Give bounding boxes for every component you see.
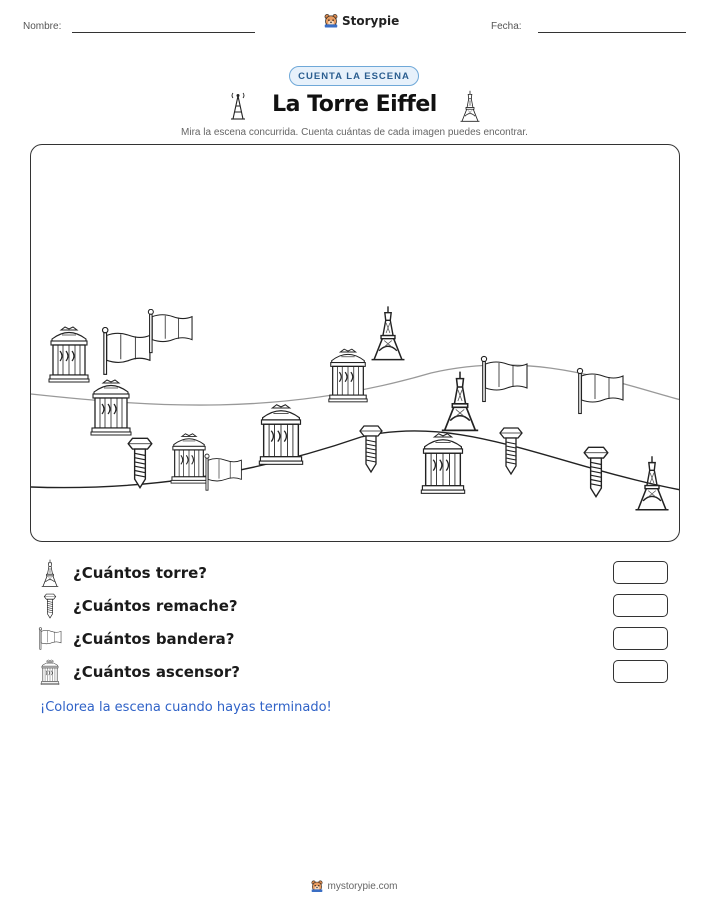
- activity-badge: CUENTA LA ESCENA: [289, 66, 419, 86]
- eiffel-tower-icon: [40, 559, 60, 587]
- page-title: La Torre Eiffel: [272, 92, 437, 117]
- rivet-icon: [42, 593, 58, 619]
- scene-flag: [577, 368, 623, 413]
- scene-rivet: [360, 426, 382, 472]
- question-row-elevator: [38, 659, 678, 685]
- scene-tower: [372, 306, 405, 359]
- scene-flag: [102, 327, 149, 374]
- footer-url[interactable]: mystorypie.com: [327, 880, 398, 892]
- scene-flag: [148, 309, 192, 352]
- scene-elevator: [259, 405, 302, 465]
- elevator-icon: [39, 659, 61, 685]
- scene-flag: [205, 454, 241, 490]
- answer-box-rivet[interactable]: [613, 594, 668, 617]
- question-text: ¿Cuántos remache?: [73, 597, 238, 615]
- scene-illustration: [31, 145, 680, 542]
- scene-elevator: [171, 434, 207, 483]
- answer-box-tower[interactable]: [613, 561, 668, 584]
- scene-flag: [481, 356, 527, 401]
- counting-scene[interactable]: [30, 144, 680, 542]
- name-line[interactable]: [72, 32, 255, 33]
- front-hill: [31, 431, 680, 490]
- page-footer: [0, 880, 709, 892]
- page-subtitle: Mira la escena concurrida. Cuenta cuántas de cada imagen puedes encontrar.: [181, 127, 528, 138]
- question-text: ¿Cuántos torre?: [73, 564, 207, 582]
- brand-logo: [324, 13, 399, 28]
- bear-logo-icon: [311, 880, 323, 892]
- scene-rivet: [500, 428, 522, 474]
- question-text: ¿Cuántos bandera?: [73, 630, 235, 648]
- scene-elevator: [421, 434, 464, 494]
- answer-box-elevator[interactable]: [613, 660, 668, 683]
- question-row-tower: [38, 560, 678, 586]
- scene-elevator: [91, 380, 131, 435]
- question-row-flag: [38, 626, 678, 652]
- date-label: Fecha:: [491, 21, 522, 32]
- flag-icon: [38, 627, 62, 651]
- coloring-instruction: ¡Colorea la escena cuando hayas terminado!: [40, 700, 332, 715]
- scene-elevator: [329, 349, 367, 402]
- bear-logo-icon: [324, 13, 338, 28]
- name-label: Nombre:: [23, 21, 62, 32]
- date-line[interactable]: [538, 32, 686, 33]
- scene-tower: [635, 456, 668, 509]
- answer-box-flag[interactable]: [613, 627, 668, 650]
- eiffel-tower-icon: [458, 90, 482, 122]
- brand-name: Storypie: [342, 13, 400, 28]
- question-row-rivet: [38, 593, 678, 619]
- question-text: ¿Cuántos ascensor?: [73, 663, 240, 681]
- scene-tower: [442, 372, 478, 431]
- scene-rivet: [128, 438, 152, 487]
- scene-elevator: [49, 327, 89, 382]
